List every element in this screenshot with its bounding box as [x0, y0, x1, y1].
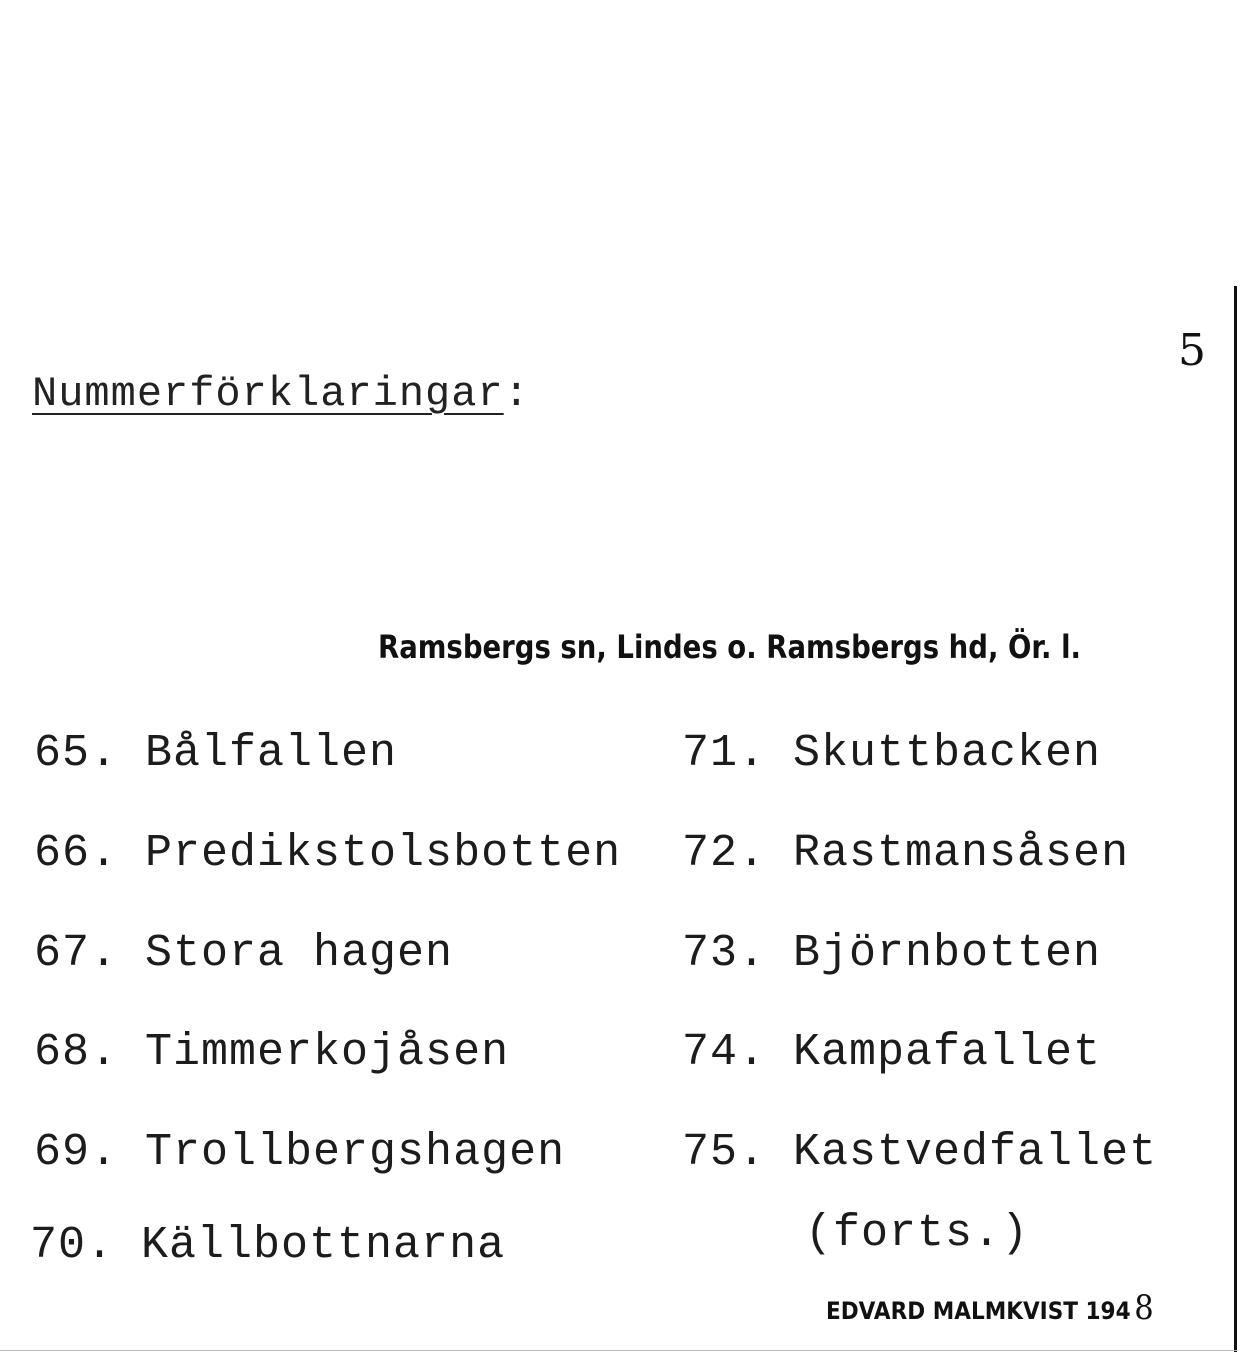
list-item — [34, 828, 621, 879]
item-number: 70. — [30, 1220, 115, 1271]
list-item — [30, 1220, 505, 1271]
list-item — [34, 728, 397, 779]
item-number: 67. — [34, 928, 119, 979]
item-name: Trollbergshagen — [145, 1127, 566, 1178]
item-name: Kampafallet — [793, 1027, 1102, 1078]
card-right-edge — [1234, 286, 1237, 1352]
location-line: Ramsbergs sn, Lindes o. Ramsbergs hd, Ör. l. — [378, 628, 1081, 666]
item-name: Rastmansåsen — [793, 828, 1130, 879]
heading-colon: : — [503, 370, 530, 418]
list-item — [34, 1027, 509, 1078]
item-number: 74. — [682, 1027, 767, 1078]
card-bottom-edge — [0, 1350, 1237, 1351]
item-number: 71. — [682, 728, 767, 779]
list-item — [682, 1027, 1101, 1078]
list-item — [34, 928, 453, 979]
list-item — [682, 1127, 1157, 1178]
footer-text: EDVARD MALMKVIST 194 — [826, 1297, 1131, 1325]
item-name: Källbottnarna — [141, 1220, 506, 1271]
item-name: Predikstolsbotten — [145, 828, 622, 879]
page-number: 5 — [1178, 325, 1206, 376]
item-number: 65. — [34, 728, 119, 779]
item-number: 68. — [34, 1027, 119, 1078]
footer-credit — [826, 1288, 1154, 1328]
item-number: 66. — [34, 828, 119, 879]
list-item — [682, 928, 1101, 979]
item-name: Björnbotten — [793, 928, 1102, 979]
list-item — [682, 728, 1101, 779]
item-number: 73. — [682, 928, 767, 979]
footer-year-digit: 8 — [1134, 1288, 1154, 1328]
list-item — [682, 828, 1129, 879]
item-number: 69. — [34, 1127, 119, 1178]
item-name: Timmerkojåsen — [145, 1027, 510, 1078]
item-name: Skuttbacken — [793, 728, 1102, 779]
item-name: Stora hagen — [145, 928, 454, 979]
item-name: Bålfallen — [145, 728, 398, 779]
item-number: 72. — [682, 828, 767, 879]
item-number: 75. — [682, 1127, 767, 1178]
continuation-note: (forts.) — [805, 1208, 1030, 1259]
page-heading — [32, 370, 530, 418]
item-name: Kastvedfallet — [793, 1127, 1158, 1178]
heading-text: Nummerförklaringar — [32, 370, 504, 418]
list-item — [34, 1127, 565, 1178]
